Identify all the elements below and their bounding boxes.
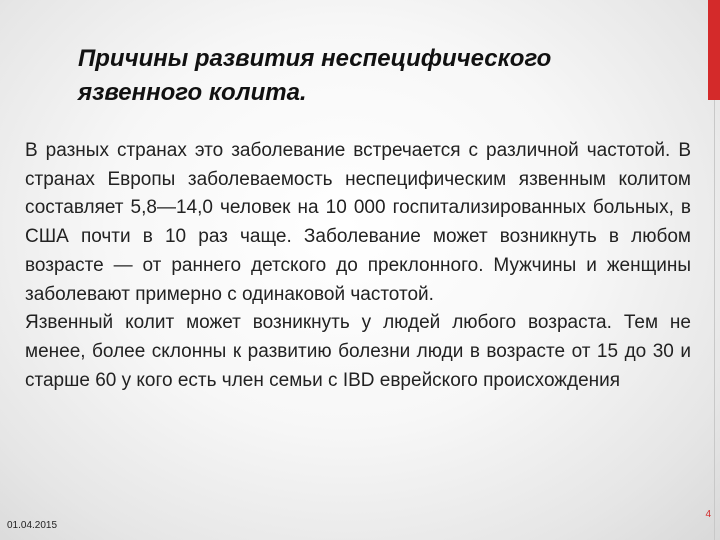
accent-line (714, 100, 715, 540)
slide-title (78, 42, 678, 110)
slide-page-number: 4 (705, 509, 711, 520)
paragraph-1: В разных странах это заболевание встречается с различной частотой. В странах Европы заболеваемость неспецифическим язвенным колитом составляет 5,8—14,0 человек на 10 000 госпитализированных больных, в США почти в 10 раз чаще. Заболевание может возникнуть в любом возрасте — от раннего детского до преклонного. Мужчины и женщины заболевают примерно с одинаковой частотой. (25, 140, 691, 305)
slide-title-line1: Причины развития неспецифического (78, 45, 552, 72)
slide-body (25, 137, 691, 395)
slide-date: 01.04.2015 (7, 520, 58, 531)
paragraph-2: Язвенный колит может возникнуть у людей любого возраста. Тем не менее, более склонны к развитию болезни люди в возрасте от 15 до 30 и старше 60 у кого есть член семьи с IBD еврейского происхождения (25, 312, 691, 391)
slide-title-line2: язвенного колита. (78, 79, 307, 106)
accent-bar (708, 0, 720, 100)
